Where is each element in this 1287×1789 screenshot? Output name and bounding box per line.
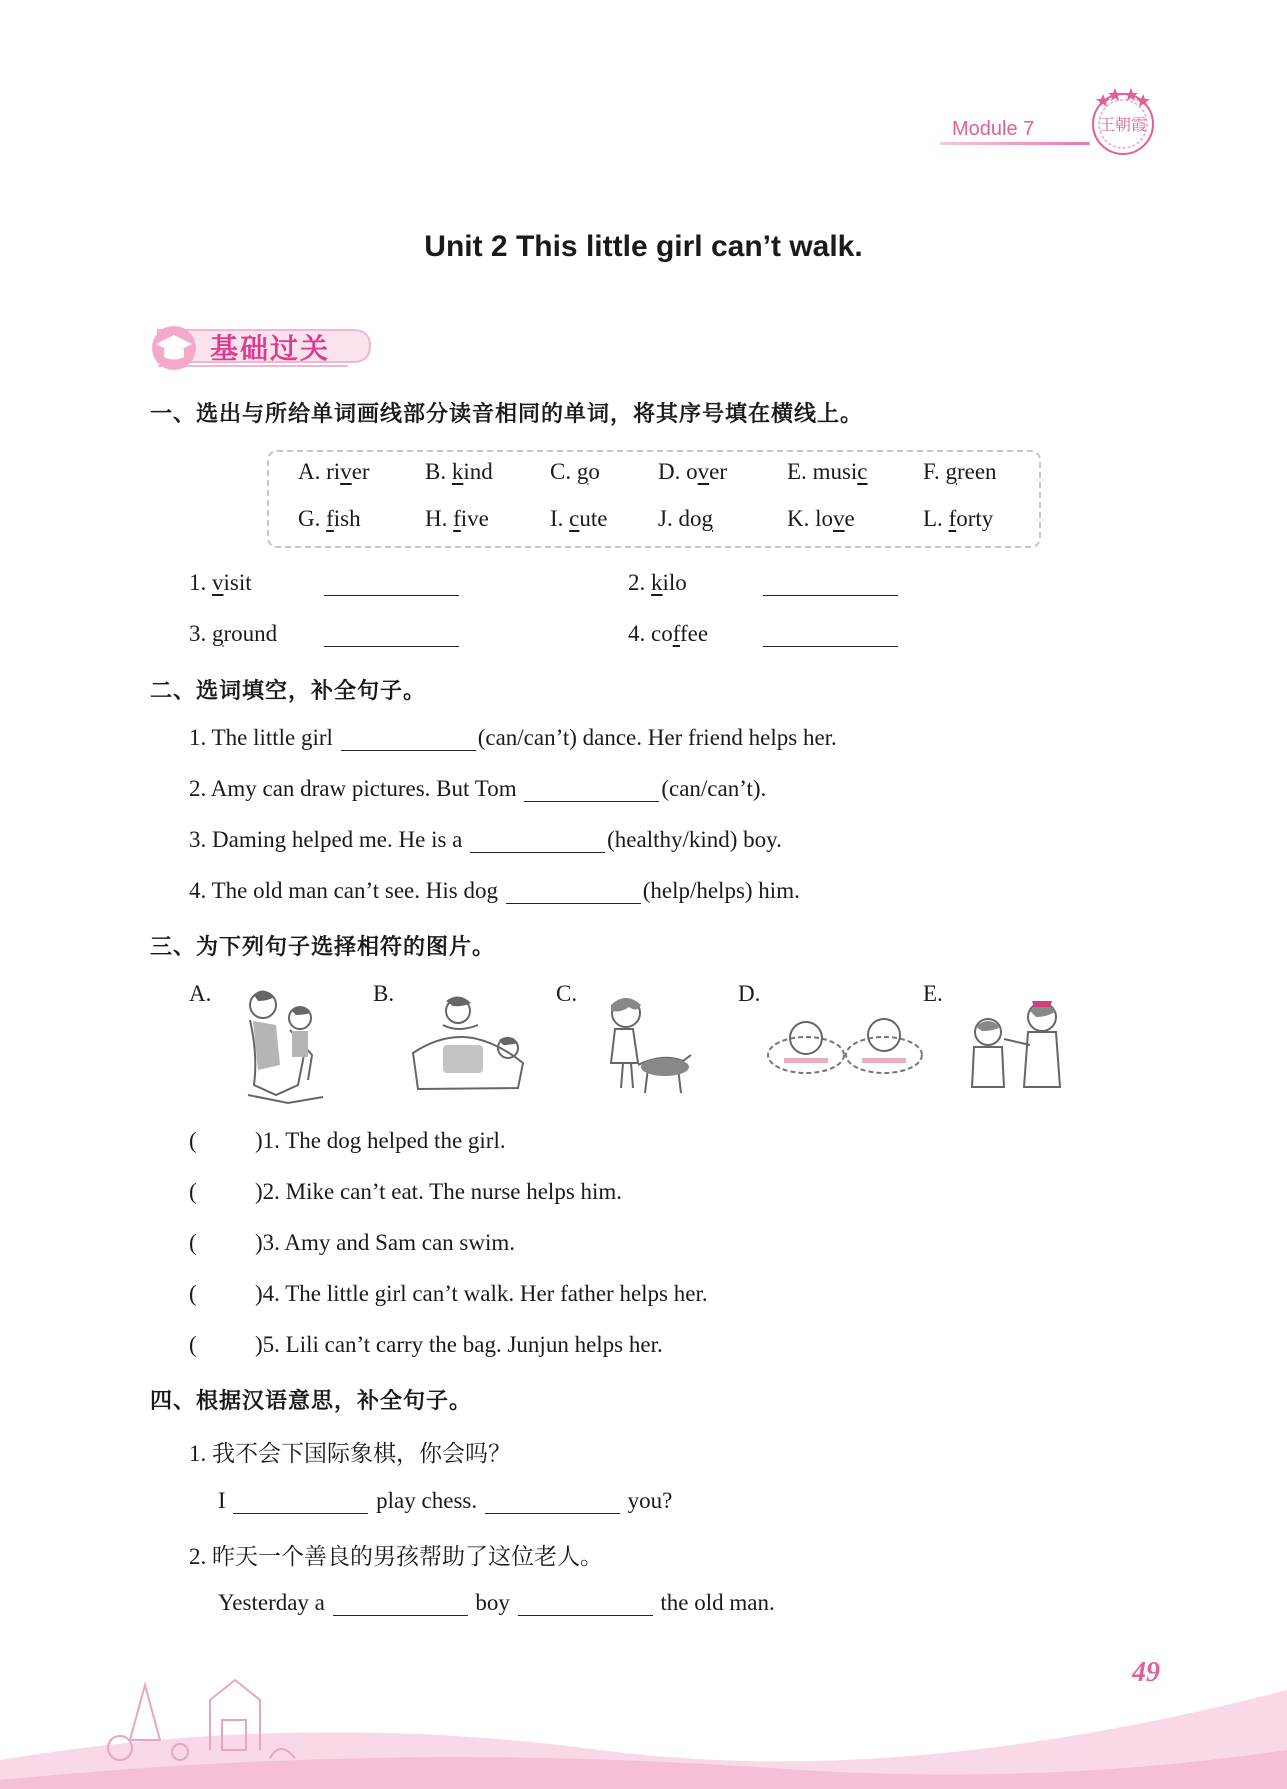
picture-label: C. [556, 981, 578, 1006]
answer-blank[interactable] [518, 1593, 653, 1616]
option-word: E. music [787, 459, 868, 484]
answer-blank[interactable] [324, 573, 459, 596]
section-4-q2-chinese: 2. 昨天一个善良的男孩帮助了这位老人。 [189, 1544, 603, 1569]
option-word: J. dog [658, 506, 713, 531]
phonics-question: 2. kilo [628, 570, 900, 596]
svg-text:王朝霞: 王朝霞 [1098, 115, 1148, 134]
option-word: K. love [787, 506, 855, 531]
answer-blank[interactable] [333, 1593, 468, 1616]
publisher-seal-icon [1085, 82, 1161, 158]
option-word: D. over [658, 459, 727, 484]
answer-blank[interactable] [524, 779, 659, 802]
section-4-q2-english: Yesterday a boy the old man. [218, 1590, 775, 1615]
section-4-heading: 四、根据汉语意思，补全句子。 [150, 1388, 473, 1413]
phonics-question: 4. coffee [628, 621, 900, 647]
answer-parenthesis[interactable]: ( [189, 1332, 197, 1357]
picture-e-nurse-helps-boy [960, 987, 1072, 1097]
section-1-heading: 一、选出与所给单词画线部分读音相同的单词，将其序号填在横线上。 [150, 401, 864, 426]
fill-in-sentence: 4. The old man can’t see. His dog (help/helps) him. [189, 878, 800, 903]
section-3-heading: 三、为下列句子选择相符的图片。 [150, 934, 496, 959]
phonics-question: 3. ground [189, 621, 461, 647]
module-rule [940, 142, 1090, 145]
fill-in-sentence: 2. Amy can draw pictures. But Tom (can/can’t). [189, 776, 767, 801]
match-sentence: ( )5. Lili can’t carry the bag. Junjun helps her. [189, 1332, 663, 1357]
answer-blank[interactable] [470, 830, 605, 853]
section-2-heading: 二、选词填空，补全句子。 [150, 678, 427, 703]
picture-label: B. [373, 981, 395, 1006]
match-sentence: ( )4. The little girl can’t walk. Her father helps her. [189, 1281, 708, 1306]
picture-label: A. [189, 981, 212, 1006]
option-word: L. forty [923, 506, 994, 531]
picture-label: E. [923, 981, 943, 1006]
page-number: 49 [1132, 1657, 1160, 1688]
module-label: Module 7 [952, 118, 1035, 140]
footer-decoration [0, 1640, 1287, 1789]
picture-d-children-swim [764, 1000, 926, 1090]
answer-parenthesis[interactable]: ( [189, 1281, 197, 1306]
match-sentence: ( )1. The dog helped the girl. [189, 1128, 506, 1153]
answer-blank[interactable] [763, 573, 898, 596]
answer-blank[interactable] [341, 728, 476, 751]
match-sentence: ( )3. Amy and Sam can swim. [189, 1230, 515, 1255]
picture-b-boy-carries-bag [403, 993, 530, 1099]
option-word: B. kind [425, 459, 493, 484]
section-4-q1-chinese: 1. 我不会下国际象棋，你会吗？ [189, 1441, 511, 1466]
answer-blank[interactable] [324, 624, 459, 647]
phonics-question: 1. visit [189, 570, 461, 596]
picture-a-father-helps-girl [228, 985, 334, 1107]
picture-c-dog-helps-girl [593, 993, 695, 1097]
answer-parenthesis[interactable]: ( [189, 1128, 197, 1153]
answer-parenthesis[interactable]: ( [189, 1230, 197, 1255]
section-banner-title: 基础过关 [210, 334, 331, 365]
fill-in-sentence: 3. Daming helped me. He is a (healthy/kind) boy. [189, 827, 782, 852]
option-word: I. cute [550, 506, 608, 531]
section-4-q1-english: I play chess. you? [218, 1488, 673, 1513]
answer-blank[interactable] [763, 624, 898, 647]
option-word: A. river [298, 459, 370, 484]
fill-in-sentence: 1. The little girl (can/can’t) dance. Her friend helps her. [189, 725, 837, 750]
answer-blank[interactable] [506, 881, 641, 904]
unit-title: Unit 2 This little girl can’t walk. [424, 230, 863, 263]
answer-parenthesis[interactable]: ( [189, 1179, 197, 1204]
option-word: F. green [923, 459, 997, 484]
option-word: C. go [550, 459, 600, 484]
picture-label: D. [738, 981, 761, 1006]
match-sentence: ( )2. Mike can’t eat. The nurse helps him. [189, 1179, 623, 1204]
answer-blank[interactable] [485, 1491, 620, 1514]
answer-blank[interactable] [233, 1491, 368, 1514]
option-word: G. fish [298, 506, 361, 531]
option-word: H. five [425, 506, 489, 531]
